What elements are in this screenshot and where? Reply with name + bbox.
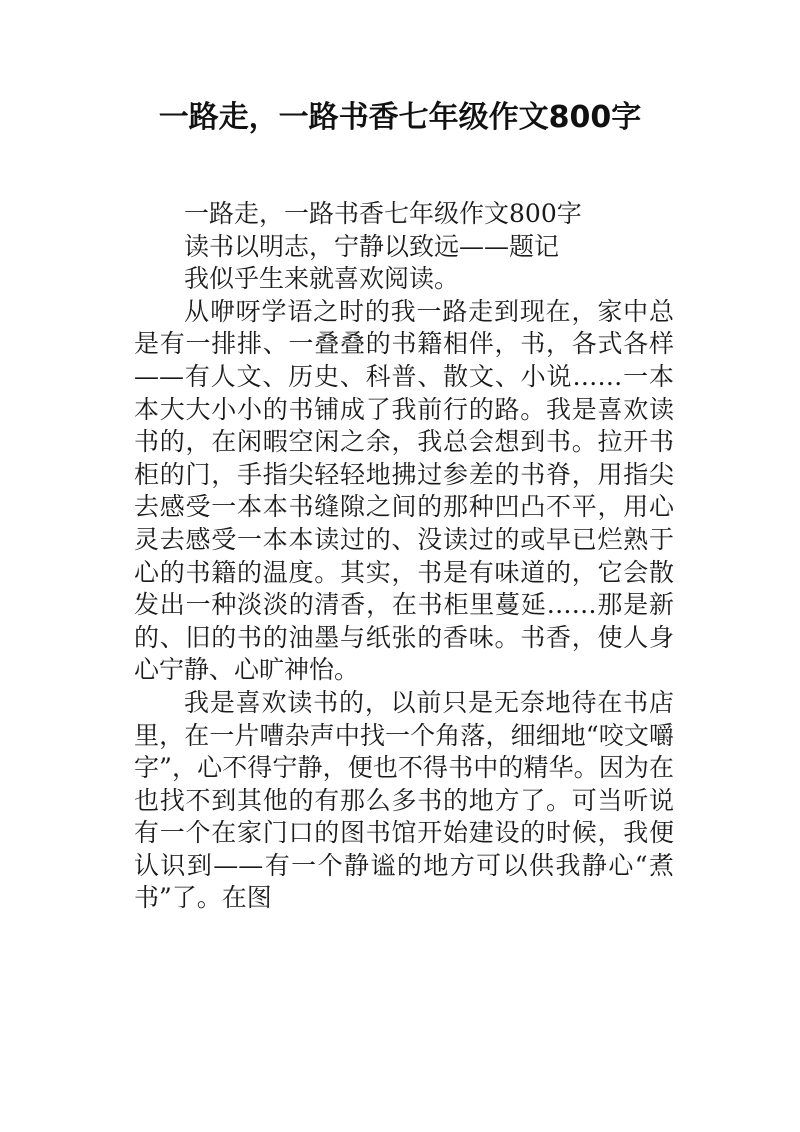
document-title: 一路走，一路书香七年级作文800字 xyxy=(158,100,642,135)
document-body xyxy=(134,198,674,915)
paragraph-body-2: 我是喜欢读书的，以前只是无奈地待在书店里，在一片嘈杂声中找一个角落，细细地“咬文嚼字”，心不得宁静，便也不得书中的精华。因为在也找不到其他的有那么多书的地方了。可当听说有一个在家门口的图书馆开始建设的时候，我便认识到——有一个静谧的地方可以供我静心“煮书”了。在图 xyxy=(134,687,674,913)
paragraph-epigraph: 读书以明志，宁静以致远——题记 xyxy=(184,231,560,261)
paragraph-intro: 我似乎生来就喜欢阅读。 xyxy=(184,264,460,294)
paragraph-subtitle: 一路走，一路书香七年级作文800字 xyxy=(184,199,582,228)
paragraph-body-1: 从咿呀学语之时的我一路走到现在，家中总是有一排排、一叠叠的书籍相伴，书，各式各样——有人文、历史、科普、散文、小说……一本本大大小小的书铺成了我前行的路。我是喜欢读书的，在闲暇空闲之余，我总会想到书。拉开书柜的门，手指尖轻轻地拂过参差的书脊，用指尖去感受一本本书缝隙之间的那种凹凸不平，用心灵去感受一本本读过的、没读过的或早已烂熟于心的书籍的温度。其实，书是有味道的，它会散发出一种淡淡的清香，在书柜里蔓延……那是新的、旧的书的油墨与纸张的香味。书香，使人身心宁静、心旷神怡。 xyxy=(134,296,674,685)
